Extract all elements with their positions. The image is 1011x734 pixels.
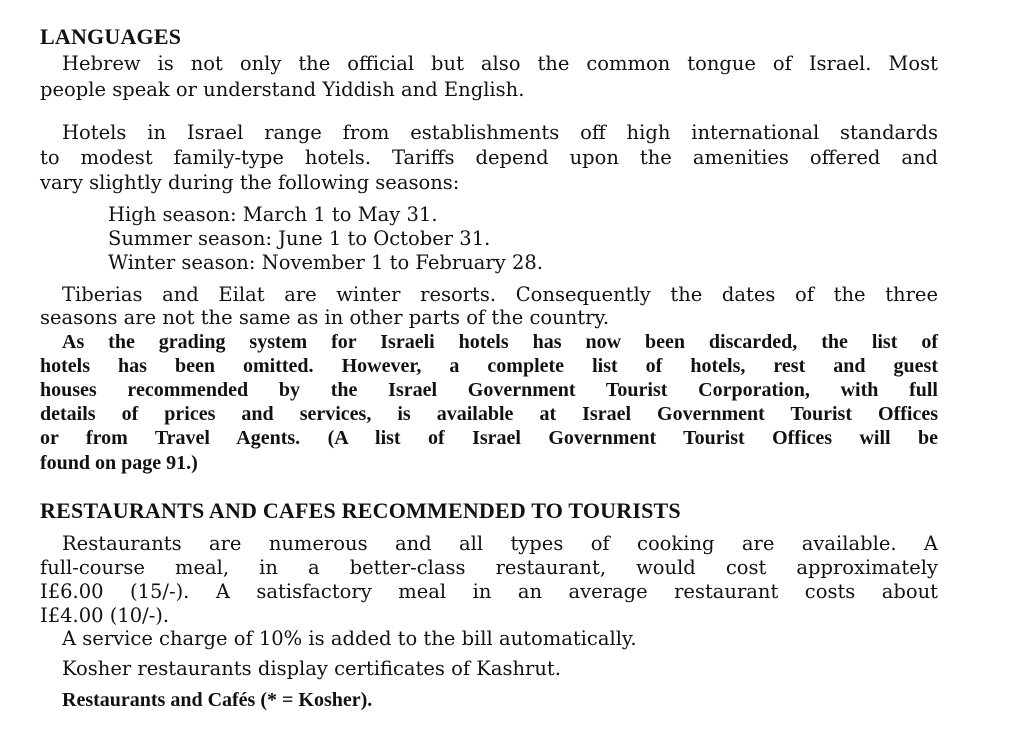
languages-heading: LANGUAGES [40,24,182,49]
grading-line-3: houses recommended by the Israel Government Tourist Corporation, with full [40,379,938,401]
resorts-line-1: Tiberias and Eilat are winter resorts. Consequently the dates of the three [62,283,938,306]
restaurants-line-1: Restaurants are numerous and all types of cooking are available. A [62,532,938,555]
hotels-line-2: to modest family-type hotels. Tariffs depend upon the amenities offered and [40,146,938,169]
languages-line-1: Hebrew is not only the official but also the common tongue of Israel. Most [62,52,938,75]
season-high: High season: March 1 to May 31. [108,203,438,226]
kosher-note: Kosher restaurants display certificates of Kashrut. [62,657,561,680]
hotels-line-1: Hotels in Israel range from establishments off high international standards [62,121,938,144]
season-winter: Winter season: November 1 to February 28. [108,251,543,274]
grading-line-2: hotels has been omitted. However, a complete list of hotels, rest and guest [40,355,938,377]
grading-line-5: or from Travel Agents. (A list of Israel Government Tourist Offices will be [40,427,938,449]
languages-line-2: people speak or understand Yiddish and English. [40,78,525,101]
grading-line-4: details of prices and services, is available at Israel Government Tourist Offices [40,403,938,425]
restaurants-heading: RESTAURANTS AND CAFES RECOMMENDED TO TOURISTS [40,498,681,523]
service-charge-note: A service charge of 10% is added to the bill automatically. [62,627,637,650]
grading-line-1: As the grading system for Israeli hotels has now been discarded, the list of [62,331,938,353]
grading-line-6: found on page 91.) [40,452,198,474]
restaurants-line-2: full-course meal, in a better-class restaurant, would cost approximately [40,556,938,579]
resorts-line-2: seasons are not the same as in other parts of the country. [40,306,610,329]
restaurants-line-4: I£4.00 (10/-). [40,604,170,627]
restaurants-legend: Restaurants and Cafés (* = Kosher). [62,689,373,711]
hotels-line-3: vary slightly during the following seasons: [40,171,460,194]
season-summer: Summer season: June 1 to October 31. [108,227,491,250]
restaurants-line-3: I£6.00 (15/-). A satisfactory meal in an average restaurant costs about [40,580,938,603]
